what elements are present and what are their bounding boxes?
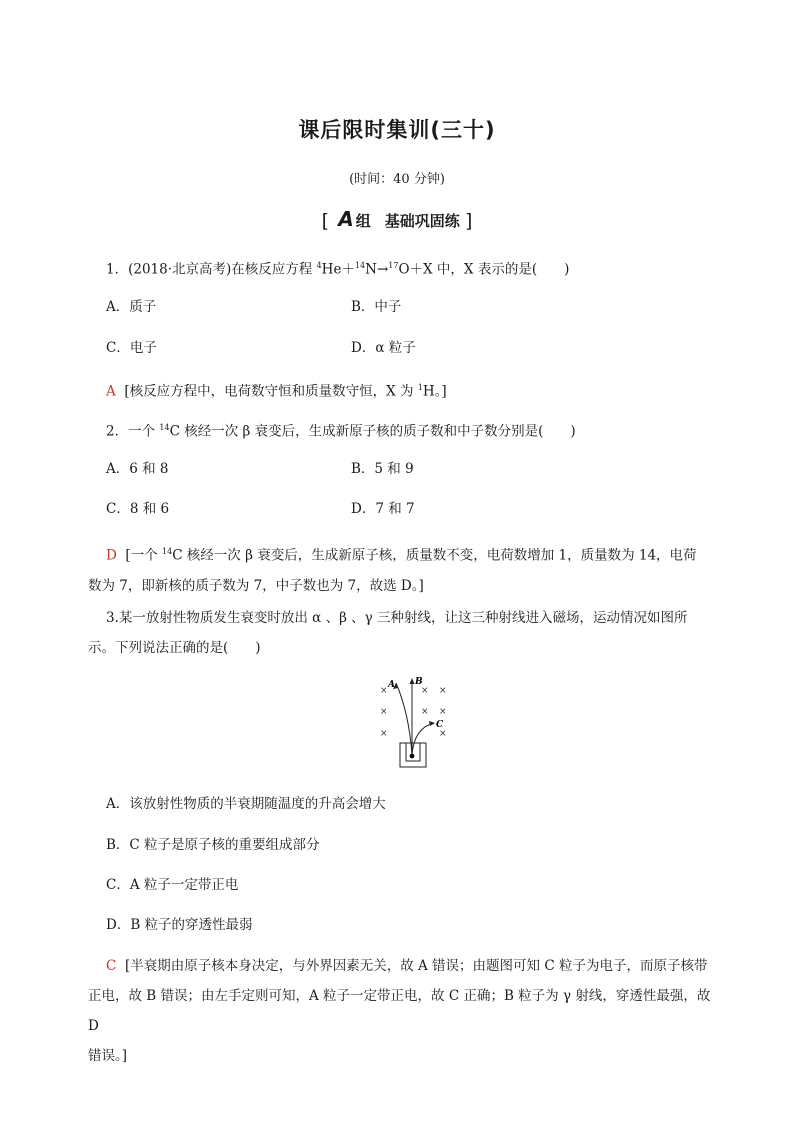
cross-mark: × xyxy=(439,729,447,739)
answer-text: [核反应方程中，电荷数守恒和质量数守恒，X 为 xyxy=(124,383,414,400)
answer-text: C 核经一次 β 衰变后，生成新原子核，质量数不变，电荷数增加 1，质量数为 14，电荷 xyxy=(172,547,697,564)
q1-option-c: C．电子 xyxy=(106,340,157,356)
q2-answer xyxy=(88,537,720,601)
question-text: 在核反应方程 xyxy=(231,261,313,278)
question-source: (2018·北京高考) xyxy=(128,261,232,278)
q2-option-b: B．5 和 9 xyxy=(351,461,414,477)
superscript: 14 xyxy=(354,261,366,270)
q2-option-c: C．8 和 6 xyxy=(106,501,170,517)
q1-option-d: D．α 粒子 xyxy=(351,340,416,356)
answer-text: [一个 xyxy=(125,547,158,564)
answer-text: [半衰期由原子核本身决定，与外界因素无关，故 A 错误；由题图可知 C 粒子为电子，而原子核带 xyxy=(124,958,708,974)
cross-mark: × xyxy=(380,686,388,696)
q3-option-c: C．A 粒子一定带正电 xyxy=(106,877,239,893)
ray-c-path xyxy=(412,723,434,755)
question-text: C 核经一次 β 衰变后，生成新原子核的质子数和中子数分别是( ) xyxy=(169,423,576,440)
section-name: 基础巩固练 xyxy=(384,212,460,230)
question-text: 2．一个 xyxy=(106,423,156,440)
section-group: 组 xyxy=(355,212,371,230)
q1-option-a: A．质子 xyxy=(106,299,157,315)
section-heading xyxy=(0,207,794,231)
section-letter: A xyxy=(338,207,354,231)
label-b: B xyxy=(415,677,423,687)
time-limit: (时间：40 分钟) xyxy=(349,172,445,187)
question-number: 1． xyxy=(106,261,129,278)
magnetic-field-diagram xyxy=(372,673,452,771)
cross-mark: × xyxy=(421,686,429,696)
question-3 xyxy=(88,603,720,663)
question-2 xyxy=(106,418,576,442)
question-line: 示。下列说法正确的是( ) xyxy=(88,640,261,656)
question-line: 3.某一放射性物质发生衰变时放出 α 、β 、γ 三种射线，让这三种射线进入磁场，运动情况如图所 xyxy=(106,610,688,626)
q3-option-b: B．C 粒子是原子核的重要组成部分 xyxy=(106,837,320,853)
cross-mark: × xyxy=(439,707,447,717)
radioactive-source xyxy=(410,754,415,759)
q1-option-b: B．中子 xyxy=(351,299,402,315)
answer-line xyxy=(88,537,720,571)
q3-option-d: D．B 粒子的穿透性最弱 xyxy=(106,917,253,933)
answer-letter: C xyxy=(106,958,117,974)
answer-text: H。] xyxy=(422,383,447,400)
answer-letter: D xyxy=(106,547,117,564)
q2-option-d: D．7 和 7 xyxy=(351,501,415,517)
element-symbol: N xyxy=(365,261,377,278)
q2-option-a: A．6 和 8 xyxy=(106,461,169,477)
q3-answer xyxy=(88,951,720,1071)
reaction-arrow: → xyxy=(376,261,389,278)
answer-line: 正电，故 B 错误；由左手定则可知，A 粒子一定带正电，故 C 正确；B 粒子为 γ 射线，穿透性最强，故 D xyxy=(88,988,711,1034)
answer-line xyxy=(88,951,720,981)
section-bracket-close: ] xyxy=(464,210,473,232)
question-text: ＋X 中，X 表示的是( ) xyxy=(409,261,570,278)
superscript: 14 xyxy=(162,547,173,556)
arrowhead xyxy=(429,721,435,726)
ray-a-path xyxy=(396,683,412,755)
cross-mark: × xyxy=(380,707,388,717)
superscript: 1 xyxy=(417,383,423,392)
label-c: C xyxy=(436,720,444,730)
answer-line: 数为 7，即新核的质子数为 7，中子数也为 7，故选 D。] xyxy=(88,577,424,594)
cross-mark: × xyxy=(380,729,388,739)
answer-letter: A xyxy=(106,383,116,400)
superscript: 4 xyxy=(316,261,322,270)
plus-sign: ＋ xyxy=(341,261,355,278)
question-1 xyxy=(106,256,569,280)
page-title: 课后限时集训(三十) xyxy=(298,118,496,142)
cross-mark: × xyxy=(439,686,447,696)
element-symbol: He xyxy=(321,261,342,278)
superscript: 17 xyxy=(388,261,399,270)
answer-line: 错误。] xyxy=(88,1048,128,1064)
q3-option-a: A．该放射性物质的半衰期随温度的升高会增大 xyxy=(106,796,386,812)
q1-answer xyxy=(106,378,447,402)
field-crosses xyxy=(380,686,447,739)
section-bracket-open: [ xyxy=(321,210,329,232)
superscript: 14 xyxy=(159,423,170,432)
arrowhead xyxy=(410,678,415,684)
label-a: A xyxy=(388,680,395,690)
cross-mark: × xyxy=(421,707,429,717)
element-symbol: O xyxy=(398,261,410,278)
